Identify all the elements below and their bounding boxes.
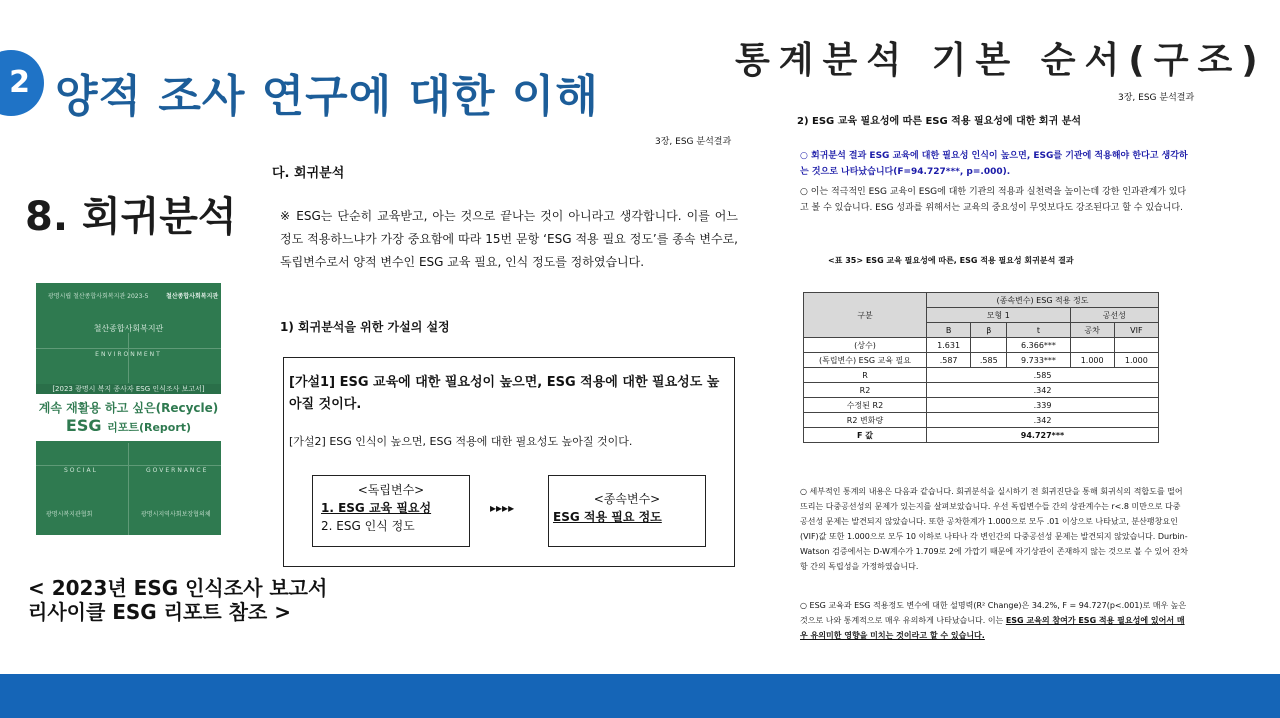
independent-variable-1: 1. ESG 교육 필요성 (321, 501, 432, 515)
table-header-t: t (1007, 323, 1070, 338)
middle-heading: 다. 회귀분석 (272, 166, 345, 181)
result-bullet-4-text: ○ ESG 교육과 ESG 적용정도 변수에 대한 설명력(R² Change)은 34.2%, F = 94.727(p<.001)로 매우 높은 것으로 나와 통계적으로 매우 유의하게 나타났습니다. 이는 (800, 601, 1187, 625)
table-cell: 1.631 (927, 338, 971, 353)
section-title: 8. 회귀분석 (25, 194, 237, 240)
result-bullet-2: ○ 이는 적극적인 ESG 교육이 ESG에 대한 기관의 적용과 실천력을 높이는데 강한 인과관계가 있다고 볼 수 있습니다. ESG 성과를 위해서는 교육의 중요성이 무엇보다도 강조된다고 할 수 있습니다. (800, 187, 1187, 213)
cover-org-name: 철산종합사회복지관 (93, 324, 164, 333)
cover-title-line1: 계속 재활용 하고 싶은(Recycle) (38, 401, 219, 415)
cover-logo-text: 철산종합사회복지관 (166, 293, 219, 300)
dependent-variable-box (548, 475, 706, 547)
table-cell (971, 338, 1007, 353)
table-header-collinearity: 공선성 (1070, 308, 1158, 323)
cover-title-line2 (36, 416, 221, 435)
bottom-bar (0, 674, 1280, 718)
table-row (804, 428, 1159, 443)
table-title: <표 35> ESG 교육 필요성에 따른, ESG 적용 필요성 회귀분석 결과 (828, 256, 1074, 265)
regression-table (803, 292, 1159, 443)
table-cell: .339 (927, 398, 1159, 413)
table-header-dependent: (종속변수) ESG 적용 정도 (927, 293, 1159, 308)
right-chapter-label: 3장, ESG 분석결과 (1118, 93, 1195, 103)
result-bullet-4 (800, 598, 1188, 643)
page-title: 양적 조사 연구에 대한 이해 (55, 71, 599, 122)
middle-chapter-label: 3장, ESG 분석결과 (655, 137, 732, 147)
table-cell: F 값 (804, 428, 927, 443)
table-cell (1070, 338, 1114, 353)
table-header-tolerance: 공차 (1070, 323, 1114, 338)
report-cover-image (36, 283, 221, 535)
table-cell: .585 (927, 368, 1159, 383)
cover-series-text: 광명시립 철산종합사회복지관 2023-5 (48, 293, 149, 300)
table-cell: .587 (927, 353, 971, 368)
cover-divider (36, 348, 221, 349)
right-title: 통계분석 기본 순서(구조) (735, 40, 1267, 81)
table-cell: .342 (927, 383, 1159, 398)
table-header-model: 모형 1 (927, 308, 1071, 323)
cover-caption (28, 576, 327, 624)
table-cell: 94.727*** (927, 428, 1159, 443)
table-cell: .585 (971, 353, 1007, 368)
table-cell: (상수) (804, 338, 927, 353)
table-cell (1114, 338, 1158, 353)
independent-variable-box (312, 475, 470, 547)
table-header-beta: β (971, 323, 1007, 338)
cover-title-area (36, 394, 221, 441)
table-header-vif: VIF (1114, 323, 1158, 338)
cover-environment-text: ENVIRONMENT (95, 351, 162, 358)
cover-governance-text: GOVERNANCE (146, 467, 209, 474)
cover-caption-line2: 리사이클 ESG 리포트 참조 > (28, 600, 291, 624)
result-bullet-1: ○ 회귀분석 결과 ESG 교육에 대한 필요성 인식이 높으면, ESG를 기관에 적용해야 한다고 생각하는 것으로 나타났습니다(F=94.727***, p=.000). (800, 151, 1188, 177)
hypothesis-heading: 1) 회귀분석을 위한 가설의 설정 (280, 320, 450, 334)
table-cell: .342 (927, 413, 1159, 428)
table-cell: (독립변수) ESG 교육 필요 (804, 353, 927, 368)
table-cell: R2 변화량 (804, 413, 927, 428)
table-header-gubun: 구분 (804, 293, 927, 338)
cover-caption-line1: < 2023년 ESG 인식조사 보고서 (28, 576, 328, 600)
independent-variable-title: <독립변수> (357, 483, 425, 497)
table-cell: 1.000 (1070, 353, 1114, 368)
table-row (804, 413, 1159, 428)
arrow-icon: ▸▸▸▸ (490, 501, 515, 515)
cover-divider (128, 443, 129, 535)
cover-bottom-right: 광명시지역사회보장협의체 (141, 511, 211, 518)
table-cell: 6.366*** (1007, 338, 1070, 353)
table-row (804, 353, 1159, 368)
right-heading: 2) ESG 교육 필요성에 따른 ESG 적용 필요성에 대한 회귀 분석 (797, 116, 1082, 127)
dependent-variable-title: <종속변수> (593, 492, 661, 506)
dependent-variable-1: ESG 적용 필요 정도 (553, 510, 662, 524)
table-cell: 1.000 (1114, 353, 1158, 368)
result-bullet-4-emphasis: ESG 교육의 참여가 ESG 적용 필요성에 있어서 매우 유의미한 영향을 미치는 것이라고 할 수 있습니다. (800, 616, 1185, 640)
table-header-b: B (927, 323, 971, 338)
hypothesis-1: [가설1] ESG 교육에 대한 필요성이 높으면, ESG 적용에 대한 필요성도 높아질 것이다. (289, 375, 720, 412)
table-row (804, 368, 1159, 383)
hypothesis-2: [가설2] ESG 인식이 높으면, ESG 적용에 대한 필요성도 높아질 것이다. (289, 435, 633, 448)
table-row (804, 338, 1159, 353)
table-cell: R2 (804, 383, 927, 398)
table-cell: 수정된 R2 (804, 398, 927, 413)
cover-report-text: 리포트(Report) (107, 421, 192, 434)
table-cell: 9.733*** (1007, 353, 1070, 368)
cover-social-text: SOCIAL (64, 467, 98, 474)
cover-band: [2023 광명시 복지 종사자 ESG 인식조사 보고서] (36, 384, 221, 394)
table-cell: R (804, 368, 927, 383)
result-bullet-3: ○ 세부적인 통계의 내용은 다음과 같습니다. 회귀분석을 실시하기 전 회귀진단을 통해 회귀식의 적합도를 떨어뜨리는 다중공선성의 문제가 있는지를 살펴보았습니다. 우선 독립변수들 간의 상관계수는 r<.8 미만으로 다중공선성 문제는 발견되지 않았습니다. 또한 공차한계가 1.000으로 모두 .01 이상으로 나타났고, 분산팽창요인(VIF)값 또한 1.000으로 모두 10 이하로 나타나 각 변인간의 다중공선성 문제는 발견되지 않았습니다. Durbin-Watson 검증에서는 D-W계수가 1.709로 2에 가깝기 때문에 자기상관이 존재하지 않는 것으로 볼 수 있어 잔차항 간의 독립성을 가정하였습니다. (800, 487, 1189, 571)
middle-paragraph: ※ ESG는 단순히 교육받고, 아는 것으로 끝나는 것이 아니라고 생각합니다. 이를 어느 정도 적용하느냐가 가장 중요함에 따라 15번 문항 ‘ESG 적용 필요 정도’를 종속 변수로, 독립변수로서 양적 변수인 ESG 교육 필요, 인식 정도를 정하였습니다. (280, 209, 738, 269)
independent-variable-2: 2. ESG 인식 정도 (321, 519, 415, 533)
cover-divider (128, 333, 129, 383)
hypothesis-box (283, 357, 735, 567)
table-row (804, 383, 1159, 398)
table-row (804, 398, 1159, 413)
cover-bottom-left: 광명시복지관협회 (46, 511, 93, 518)
section-number-badge: 2 (0, 50, 44, 116)
cover-esg-text: ESG (65, 416, 102, 435)
